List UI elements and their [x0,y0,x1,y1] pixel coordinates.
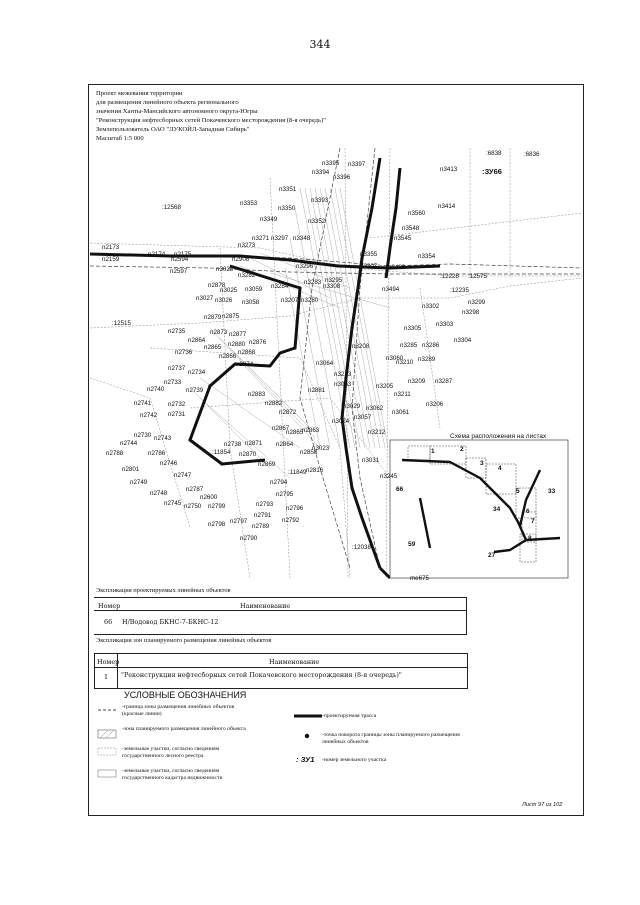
inset-title: Схема расположения на листах [450,433,547,440]
parcel-label: n2159 [102,256,120,263]
legend-zu-sample: : ЗУ1 [296,755,315,764]
parcel-label: n2745 [164,500,182,507]
parcel-label: n3210 [396,359,414,366]
parcel-label: n3057 [354,414,372,421]
parcel-label: n2883 [248,391,266,398]
parcel-label: n3207 [281,297,299,304]
parcel-label: n2747 [174,472,192,479]
parcel-label: n3393 [311,197,329,204]
inset-sheet-number: 4 [498,465,502,472]
table1-head-name: Наименование [240,602,291,610]
parcel-label: n3349 [260,216,278,223]
parcel-label: n3296 [296,263,314,270]
parcel-label: n2879 [204,314,222,321]
parcel-label: n2173 [102,244,120,251]
parcel-label: n2870 [239,451,257,458]
parcel-label: n3029 [343,403,361,410]
parcel-label: n2744 [120,440,138,447]
table2-head-number: Номер [97,658,120,666]
table2-row-name: "Реконструкция нефтесборных сетей Покачевского месторождения (8-я очередь)" [121,671,402,679]
inset-sheet-number: 6 [526,508,530,515]
parcel-label: n3397 [348,161,366,168]
parcel-label: n3206 [426,401,444,408]
parcel-label: n2739 [186,387,204,394]
parcel-label: n2740 [147,386,165,393]
parcel-label: n3024 [332,418,350,425]
legend-title: УСЛОВНЫЕ ОБОЗНАЧЕНИЯ [124,690,247,700]
legend-item-route: -проектируемая трасса [322,713,377,719]
parcel-label: n2795 [276,491,294,498]
parcel-label: n3298 [462,309,480,316]
legend-swatch-cadastre [98,770,116,777]
parcel-label: n2877 [229,331,247,338]
parcel-label: n2600 [200,494,218,501]
parcel-label: n2794 [270,479,288,486]
parcel-label: n3352 [308,218,326,225]
header-line: Масштаб 1:5 000 [96,135,144,142]
parcel-label: n2749 [130,479,148,486]
table2-head-name: Наименование [269,658,320,666]
parcel-label: n2741 [134,400,152,407]
parcel-label: n2864 [276,441,294,448]
legend-item-zone: -зона планируемого размещения линейного объекта [122,726,246,732]
parcel-label: :11854 [212,449,231,456]
parcel-label: n3280 [301,297,319,304]
parcel-label: n3395 [322,160,340,167]
parcel-label: n2748 [150,490,168,497]
legend-item-plotnumber: -номер земельного участка [322,757,387,763]
page-number: 344 [309,38,331,51]
map-area [90,148,582,582]
parcel-label: n3283 [304,279,322,286]
parcel-label: n2791 [254,512,272,519]
parcel-label: n3212 [368,429,386,436]
parcel-label: n3064 [316,360,334,367]
inset-sheet-number: 1 [431,448,435,455]
parcel-label: n2174 [148,251,166,258]
parcel-label: n3494 [382,286,400,293]
parcel-label: n3284 [271,283,289,290]
table2-row-divider [95,667,467,668]
parcel-label: n3059 [245,286,263,293]
parcel-label: n3299 [468,299,486,306]
parcel-label: n2750 [184,503,202,510]
table1-divider [94,610,466,611]
inset-sheet-number: 66 [396,486,404,493]
parcel-label: n3025 [220,287,238,294]
parcel-label: :11849 [288,469,307,476]
parcel-label: n2863 [302,427,320,434]
parcel-label: n2786 [148,450,166,457]
parcel-label: n2730 [134,432,152,439]
legend-swatch-point [305,734,309,738]
parcel-label: n2869 [258,461,276,468]
parcel-label: n3489 [388,264,406,271]
inset-sheet-number: 3 [480,460,484,467]
parcel-label: n2788 [106,450,124,457]
header-line: для размещения линейного объекта регионального [96,99,239,106]
parcel-label: n2865 [286,429,304,436]
inset-sheet-number: 27 [488,552,496,559]
parcel-label: n3348 [293,235,311,242]
parcel-label: n3307 [360,263,378,270]
table1-row-name: Н/Водовод БКНС-7-БКНС-12 [122,618,219,626]
parcel-label: n2792 [282,517,300,524]
parcel-label: n2797 [230,518,248,525]
parcel-label: n2872 [279,409,297,416]
parcel-label: n3062 [366,405,384,412]
parcel-label: n3245 [380,473,398,480]
legend-item-cadastre: -земельные участки, согласно сведениям государственного кадастра недвижимости [122,768,223,781]
parcel-label: n2594 [171,256,189,263]
parcel-label: n3053 [334,381,352,388]
parcel-label: n2801 [122,466,140,473]
table-linear-objects [94,597,467,635]
parcel-label: :12568 [162,204,181,211]
parcel-label: n3061 [392,409,410,416]
inset-sheet-number: 2 [460,446,464,453]
parcel-label: n3560 [408,210,426,217]
parcel-label: n2738 [224,441,242,448]
header-line: "Реконструкция нефтесборных сетей Покачевского месторождения (8-я очередь)" [96,117,326,124]
parcel-label: n3285 [400,342,418,349]
parcel-label: :12038 [352,544,371,551]
inset-sheet-number: 59 [408,541,416,548]
parcel-label: n3027 [196,295,214,302]
parcel-label: n2798 [208,521,226,528]
parcel-label: n3289 [418,356,436,363]
parcel-label: n2880 [228,341,246,348]
parcel-label: n3286 [422,342,440,349]
parcel-label: n3308 [323,283,341,290]
parcel-label: n2742 [140,412,158,419]
parcel-label: n3211 [394,391,411,398]
parcel-label: n3287 [435,378,453,385]
parcel-label: n2175 [174,251,192,258]
table2-caption: Экспликация зон планируемого размещения линейных объектов [96,637,272,644]
parcel-label: n3353 [240,200,258,207]
parcel-label: n2746 [160,460,178,467]
inset-sheet-number: 8 [528,535,532,542]
sheet-label: Лист 97 из 102 [522,802,563,808]
parcel-label: n2796 [286,505,304,512]
parcel-label: n3351 [279,186,297,193]
parcel-label: n3031 [362,457,380,464]
parcel-label: n2873 [210,329,228,336]
parcel-label: n3354 [418,253,436,260]
parcel-label: n2731 [168,411,186,418]
legend-swatch-forest [98,748,116,755]
inset-sheet-number: 5 [516,488,520,495]
parcel-label: n2871 [245,440,263,447]
parcel-label: n2864 [188,337,206,344]
header-line: Землепользователь ОАО "ЛУКОЙЛ-Западная Сибирь" [96,126,250,133]
parcel-label: n3060 [386,355,404,362]
parcel-label: n3545 [394,235,412,242]
parcel-label: n2735 [168,328,186,335]
parcel-label: n2875 [222,313,240,320]
table1-row-number: 66 [104,618,113,626]
parcel-label: n3295 [325,277,343,284]
parcel-label: :12515 [112,320,131,327]
parcel-label: n2789 [252,523,270,530]
parcel-label: n3208 [352,343,370,350]
header-line: Проект межевания территории [96,90,183,97]
parcel-label: n2878 [208,282,226,289]
parcel-label: n3303 [436,321,454,328]
parcel-label: n2858 [300,449,318,456]
legend-item-forest: -земельные участки, согласно сведениям государственного лесного реестра [122,746,220,759]
parcel-label: n3394 [312,169,330,176]
parcel-label: n3213 [334,371,352,378]
parcel-label: n3209 [408,378,426,385]
parcel-label: :12575 [468,273,487,280]
legend-item-turnpoint: -точка поворота границы зоны планируемого размещения линейных объектов [322,732,460,745]
parcel-label: n2876 [249,339,267,346]
inset-sheet-number: 33 [548,488,556,495]
land-plot-label: :ЗУ66 [482,167,502,176]
parcel-label: :12228 [440,273,459,280]
map-canvas [90,148,582,582]
parcel-label: n3413 [440,166,458,173]
parcel-label: n3028 [216,266,234,273]
parcel-label: n2793 [256,501,274,508]
map-header [96,89,326,143]
parcel-label: n2737 [168,365,186,372]
parcel-label: n3414 [438,203,456,210]
parcel-label: n2874 [236,361,254,368]
parcel-label: n2908 [232,256,250,263]
parcel-label: n3282 [238,272,256,279]
header-line: значения Ханты-Мансийского автономного округа-Югры [96,108,258,115]
parcel-label: n3026 [215,297,233,304]
parcel-label: n2732 [168,401,186,408]
parcel-label: :12235 [450,287,469,294]
parcel-label: n2867 [272,425,290,432]
parcel-label: n3304 [454,337,472,344]
parcel-label: n2743 [154,435,172,442]
parcel-label: n2787 [186,486,204,493]
parcel-label: n3205 [376,383,394,390]
parcel-label: n2866 [219,353,237,360]
parcel-label: n3302 [422,303,440,310]
parcel-label: n3023 [312,445,330,452]
inset-sheet-number: 7 [531,518,535,525]
table1-head-number: Номер [98,602,121,610]
parcel-label: n3396 [333,174,351,181]
parcel-label: n2816 [306,467,324,474]
parcel-label: n3297 [271,235,289,242]
parcel-label: me675 [410,575,429,582]
parcel-label: n2734 [188,369,206,376]
parcel-label: n3548 [402,225,420,232]
parcel-label: n2736 [175,349,193,356]
parcel-label: n2790 [240,535,258,542]
inset-sheet-number: 34 [493,506,501,513]
parcel-label: n3305 [404,325,422,332]
inset-map [390,433,568,578]
parcel-label: :6836 [524,151,540,158]
table2-row-number: 1 [104,673,109,681]
parcel-label: :6838 [486,150,502,157]
parcel-label: n3355 [360,251,378,258]
table1-caption: Экспликация проектируемых линейных объектов [96,587,231,594]
parcel-label: n3273 [238,242,256,249]
legend-item-boundary: -граница зоны размещения линейных объектов (красные линии) [122,704,235,717]
parcel-label: n2733 [164,379,182,386]
parcel-label: n2882 [265,400,283,407]
parcel-label: n2799 [208,503,226,510]
parcel-label: n2865 [204,344,222,351]
table-zones [94,653,468,689]
parcel-label: n3271 [252,235,270,242]
parcel-label: n2881 [308,387,326,394]
parcel-label: n2868 [238,349,256,356]
parcel-label: n3058 [242,299,260,306]
parcel-label: n2597 [170,268,188,275]
parcel-label: n3350 [278,205,296,212]
